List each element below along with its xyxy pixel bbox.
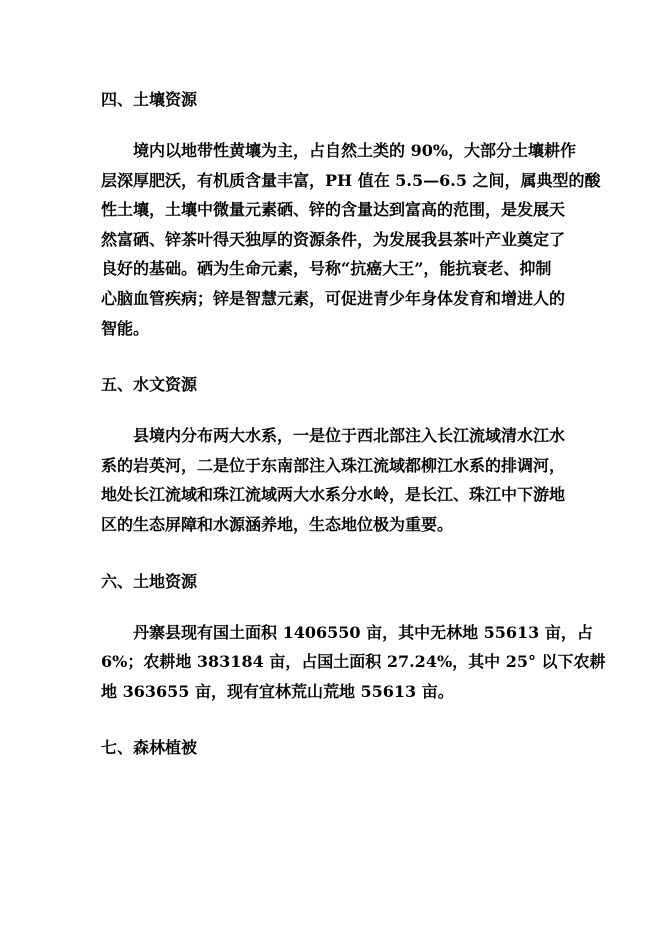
section-heading-soil: 四、土壤资源	[101, 90, 198, 109]
section-heading-forest: 七、森林植被	[101, 738, 198, 758]
text-line: 丹寨县现有国土面积 1406550 亩，其中无林地 55613 亩，占	[133, 622, 593, 642]
section-body-soil	[101, 136, 601, 343]
section-heading-land: 六、土地资源	[101, 571, 198, 591]
text-line: 境内以地带性黄壤为主，占自然土类的 90%，大部分土壤耕作	[133, 141, 577, 160]
section-body-hydrology	[101, 421, 564, 539]
text-line: 然富硒、锌茶叶得天独厚的资源条件，为发展我县茶叶产业奠定了	[101, 229, 566, 249]
text-line: 区的生态屏障和水源涵养地，生态地位极为重要。	[101, 514, 454, 534]
section-body-land	[101, 618, 606, 707]
text-line: 地 363655 亩，现有宜林荒山荒地 55613 亩。	[101, 681, 454, 701]
text-line: 县境内分布两大水系，一是位于西北部注入长江流域清水江水	[133, 426, 566, 446]
text-line: 良好的基础。硒为生命元素，号称“抗癌大王”，能抗衰老、抑制	[101, 259, 552, 279]
section-heading-hydrology: 五、水文资源	[101, 375, 198, 395]
text-line: 层深厚肥沃，有机质含量丰富，PH 值在 5.5—6.5 之间，属典型的酸	[101, 170, 601, 190]
text-line: 心脑血管疾病；锌是智慧元素，可促进青少年身体发育和增进人的	[101, 288, 566, 308]
text-line: 性土壤，土壤中微量元素硒、锌的含量达到富高的范围，是发展天	[101, 200, 566, 220]
text-line: 智能。	[101, 318, 150, 338]
text-line: 6%；农耕地 383184 亩，占国土面积 27.24%，其中 25° 以下农耕	[101, 652, 606, 672]
text-line: 系的岩英河，二是位于东南部注入珠江流域都柳江水系的排调河，	[101, 455, 566, 475]
text-line: 地处长江流域和珠江流域两大水系分水岭，是长江、珠江中下游地	[101, 485, 566, 505]
